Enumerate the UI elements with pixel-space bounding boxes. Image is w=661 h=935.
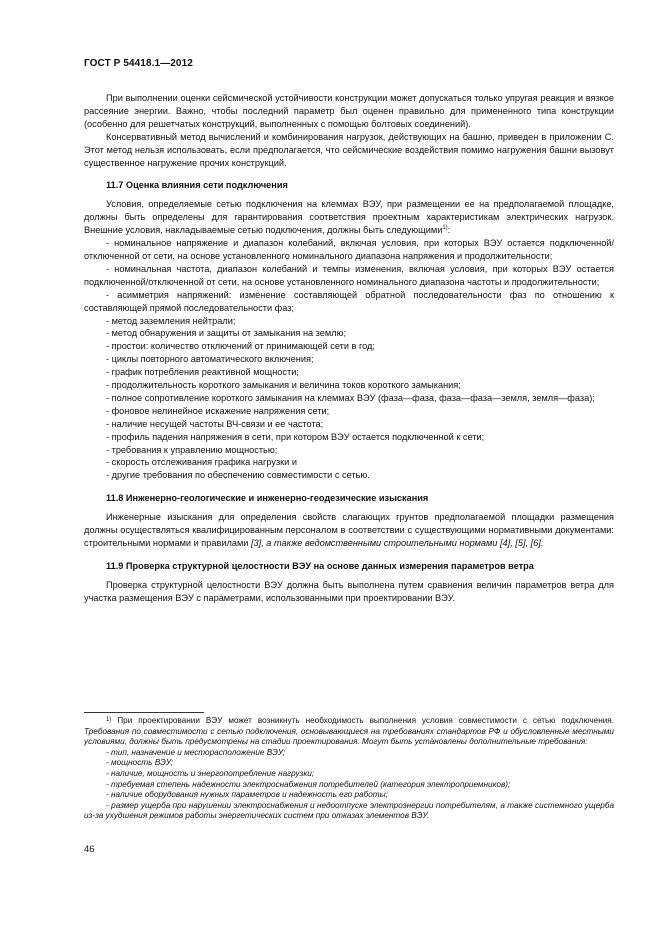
paragraph-text: Инженерные изыскания для определения свойств слагающих грунтов предполагаемой площадки размещения должны осуществляться квалифицированным персоналом в соответствии с существующими нормативными документами: строительными нормами и правилами <box>84 512 614 548</box>
footnote-text-italic: Требования по совместимости с сетью подключения, основывающиеся на требованиях стандартов РФ и обусловленные местными условиями, должны быть предусмотрены на стадии проектирования. Могут быть установлены дополнительные требования: <box>84 726 614 747</box>
footnote-item: - мощность ВЭУ; <box>106 758 174 768</box>
section-heading-11-8: 11.8 Инженерно-геологические и инженерно-геодезические изыскания <box>106 493 429 504</box>
list-item: - фоновое нелинейное искажение напряжения сети; <box>106 405 330 416</box>
list-item: - простои: количество отключений от принимающей сети в год; <box>106 341 375 352</box>
paragraph-text: Условия, определяемые сетью подключения на клеммах ВЭУ, при размещении ее на предполагаемой площадке, должны быть определены для гарантирования соответствия проектным характеристикам электрических нагрузок. Внешние условия, накладываемые сетью подключения, должны быть следующими <box>84 199 614 236</box>
list-item: - циклы повторного автоматического включения; <box>106 354 314 365</box>
footnote-item: - размер ущерба при нарушении электроснабжения и недоотпуске электроэнергии потребителям, а также системного ущерба из-за ухудшения режимов работы энергетических систем при отказах элементов ВЭУ. <box>84 800 614 821</box>
list-item: - другие требования по обеспечению совместимости с сетью. <box>106 470 370 481</box>
list-item: - требования к управлению мощностью; <box>106 444 278 455</box>
footnote-item: - наличие, мощность и энергопотребление нагрузки; <box>106 768 315 778</box>
document-body <box>84 92 614 605</box>
list-item: - номинальная частота, диапазон колебаний и темпы изменения, включая условия, при которых ВЭУ остается подключенной/отключенной от сети, на основе установленного номинального диапазона частоты и продолжительности; <box>84 263 614 287</box>
document-header: ГОСТ Р 54418.1—2012 <box>84 58 193 69</box>
footnote-item: - тип, назначение и месторасположение ВЭУ; <box>106 747 286 757</box>
paragraph <box>84 511 614 550</box>
footnote <box>84 716 614 822</box>
paragraph <box>84 198 614 237</box>
list-item: - наличие несущей частоты ВЧ-связи и ее частота; <box>106 418 324 429</box>
list-item: - асимметрия напряжений: изменение составляющей обратной последовательности фаз по отношению к составляющей прямой последовательности фаз; <box>84 289 614 313</box>
paragraph-text: : <box>447 225 451 236</box>
footnote-text: При проектировании ВЭУ может возникнуть необходимость выполнения условия совместимости с сетью подключения. <box>111 716 614 725</box>
section-heading-11-7: 11.7 Оценка влияния сети подключения <box>106 180 288 191</box>
list-item: - график потребления реактивной мощности; <box>106 367 299 378</box>
reference-text: [3], а также ведомственными строительными нормами [4], [5], [6]. <box>250 538 544 548</box>
list-item: - скорость отслеживания графика нагрузки и <box>106 457 297 468</box>
paragraph: При выполнении оценки сейсмической устойчивости конструкции может допускаться только упругая реакция и вязкое рассеяние энергии. Важно, чтобы последний параметр был оценен правильно для примененного типа конструкции (особенно для решетчатых конструкций, выполненных с помощью болтовых соединений). <box>84 93 614 129</box>
footnote-intro <box>84 716 614 748</box>
list-item: - номинальное напряжение и диапазон колебаний, включая условия, при которых ВЭУ остается подключенной/отключенной от сети, на основе установленного номинального диапазона напряжения и продолжительности; <box>84 238 614 261</box>
list-item: - полное сопротивление короткого замыкания на клеммах ВЭУ (фаза—фаза, фаза—фаза—земля, земля—фаза); <box>106 392 595 403</box>
list-item: - метод обнаружения и защиты от замыкания на землю; <box>106 328 347 339</box>
paragraph: Консервативный метод вычислений и комбинирования нагрузок, действующих на башню, приведен в приложении С. Этот метод нельзя использовать, если предполагается, что сейсмические воздействия помимо нагружения башни вызовут существенное нагружение прочих конструкций. <box>84 131 614 168</box>
footnote-ref[interactable]: 1) <box>442 225 448 232</box>
footnote-item: - наличие оборудования нужных параметров и надежность его работы; <box>106 790 388 800</box>
list-item: - метод заземления нейтрали; <box>106 315 236 326</box>
footnote-item: - требуемая степень надежности электроснабжения потребителей (категория электроприемников); <box>106 779 511 789</box>
page-number: 46 <box>84 844 95 855</box>
section-heading-11-9: 11.9 Проверка структурной целостности ВЭУ на основе данных измерения параметров ветра <box>106 560 534 571</box>
footnote-divider <box>84 712 204 713</box>
list-item: - продолжительность короткого замыкания и величина токов короткого замыкания; <box>106 380 461 391</box>
footnote-mark: 1) <box>106 717 112 723</box>
list-item: - профиль падения напряжения в сети, при котором ВЭУ остается подключенной к сети; <box>106 431 485 442</box>
paragraph: Проверка структурной целостности ВЭУ должна быть выполнена путем сравнения величин параметров ветра для участка размещения ВЭУ с параметрами, использованными при проектировании ВЭУ. <box>84 579 614 603</box>
